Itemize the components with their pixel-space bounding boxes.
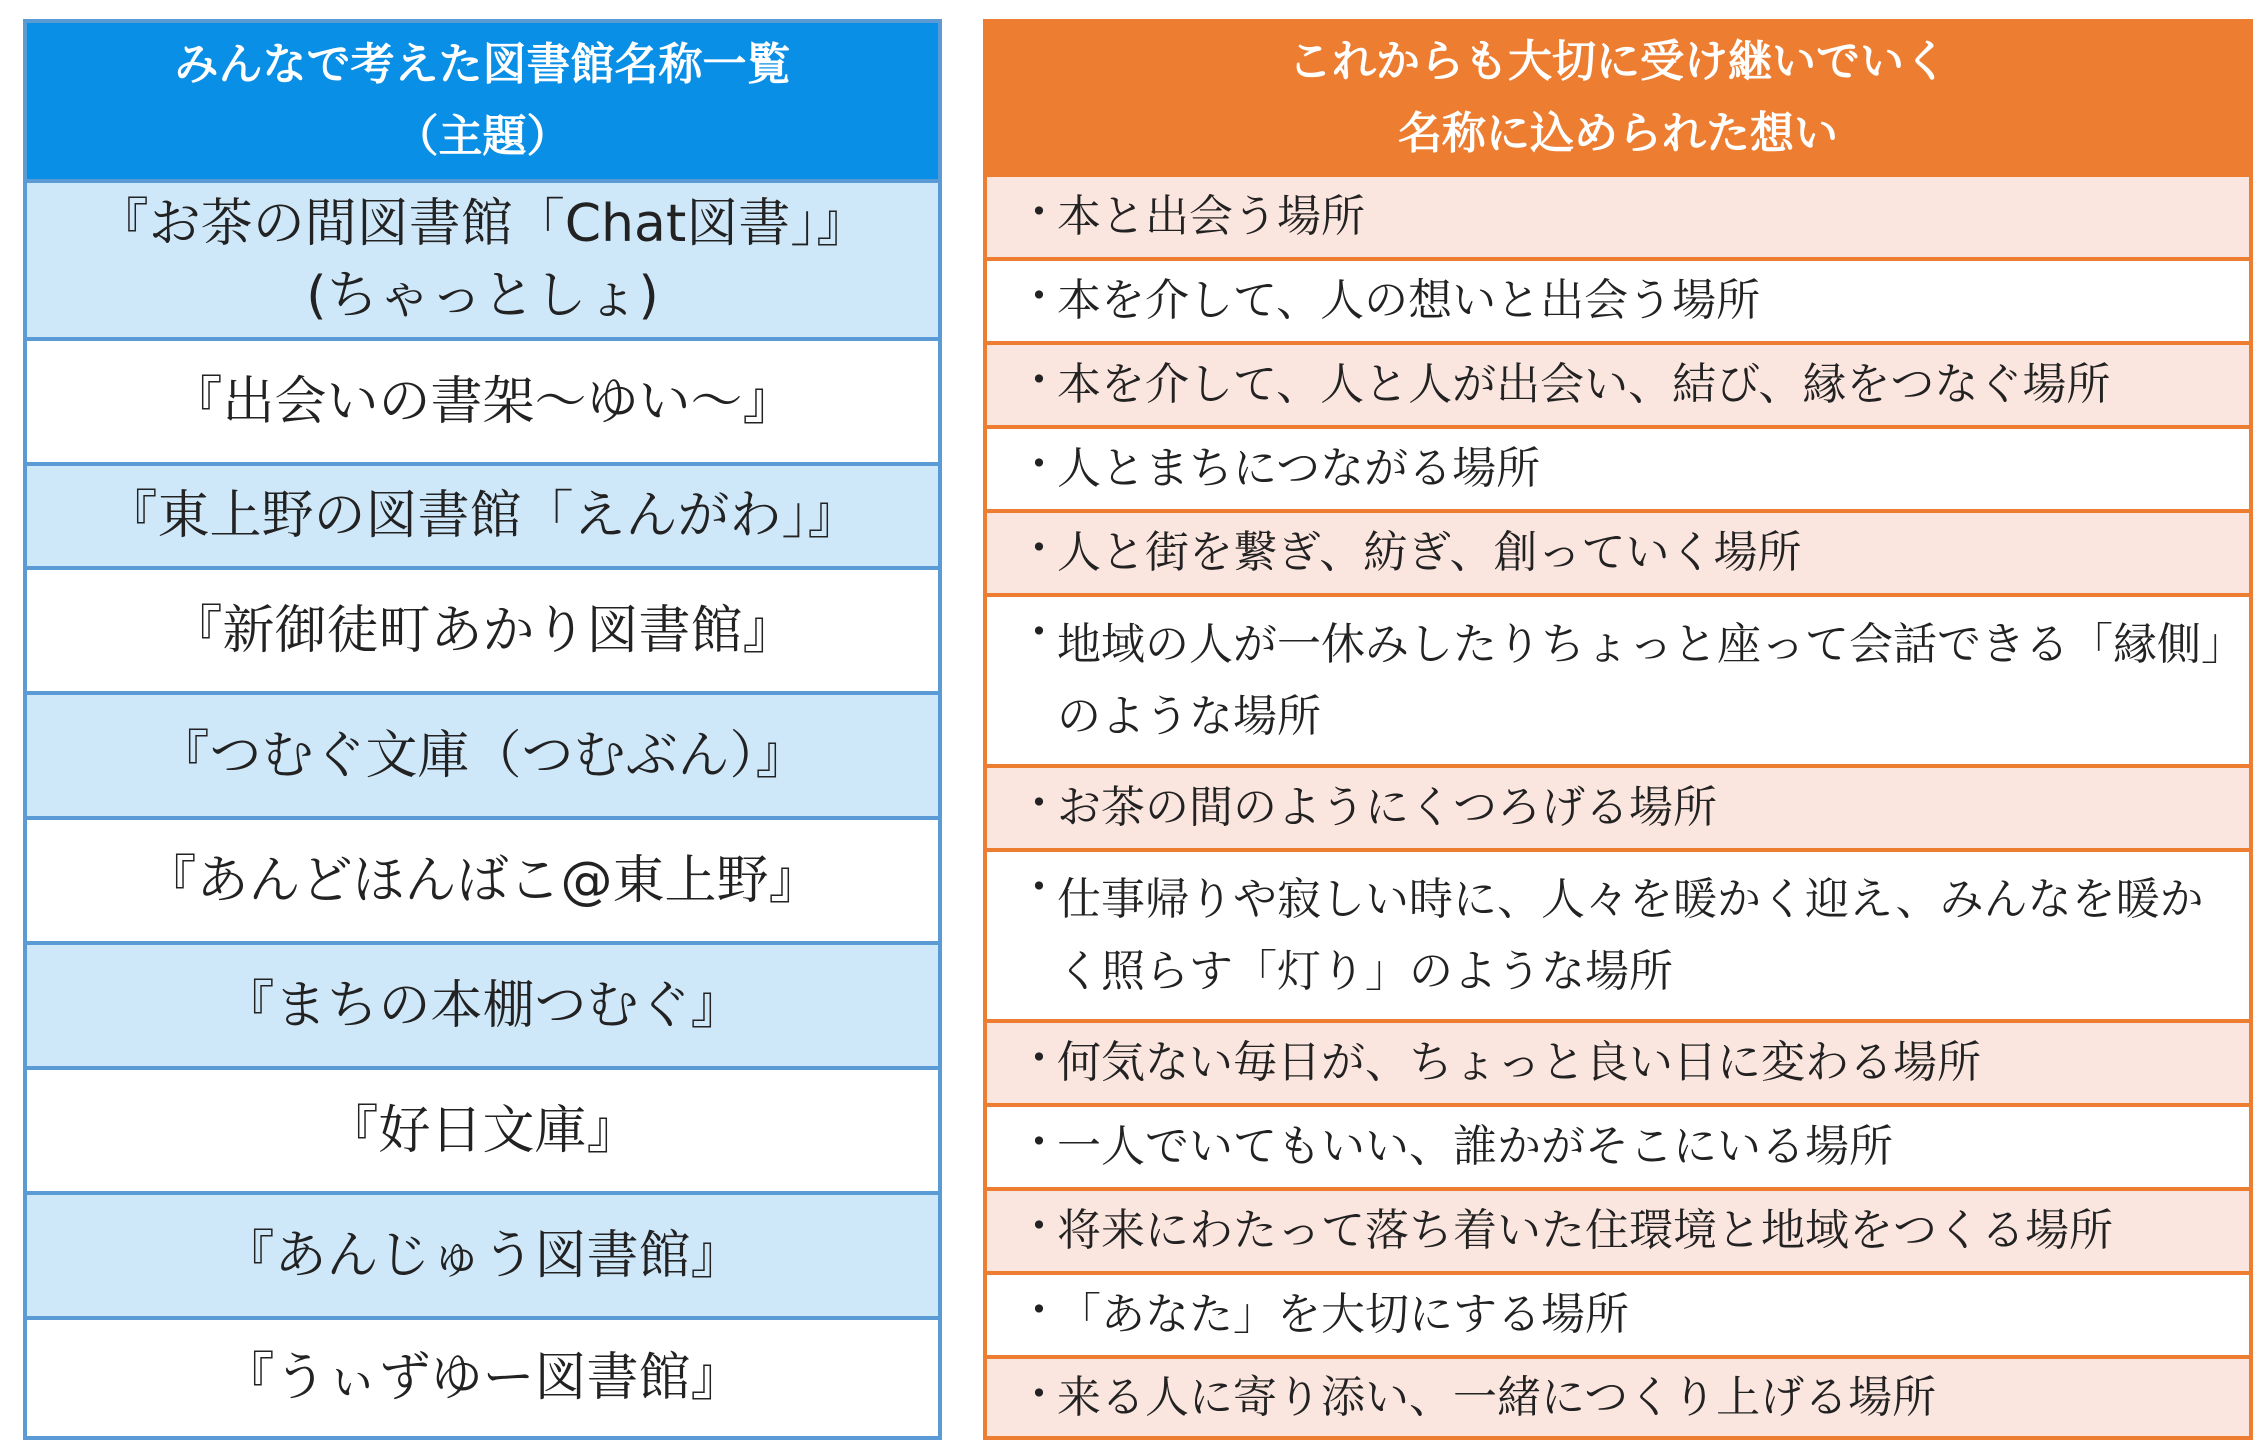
library-name: 『出会いの書架～ゆい～』 xyxy=(170,371,795,432)
library-name-row xyxy=(27,1320,938,1436)
meaning-item xyxy=(987,1023,2249,1107)
library-name-row xyxy=(27,341,938,466)
meaning-item xyxy=(987,177,2249,261)
library-name: 『新御徒町あかり図書館』 xyxy=(170,600,795,661)
library-name-row xyxy=(27,570,938,695)
name-meanings-table xyxy=(983,19,2253,1440)
library-name: 『まちの本棚つむぐ』 xyxy=(222,975,743,1036)
bullet: ・ xyxy=(1017,523,1061,574)
meaning-text: 将来にわたって落ち着いた住環境と地域をつくる場所 xyxy=(1057,1205,2113,1256)
meaning-item xyxy=(987,345,2249,429)
library-name: 『あんじゅう図書館』 xyxy=(222,1225,743,1286)
meaning-text: 来る人に寄り添い、一緒につくり上げる場所 xyxy=(1057,1371,1937,1423)
bullet: ・ xyxy=(1017,187,1061,238)
meaning-item xyxy=(987,597,2249,768)
library-name-row xyxy=(27,820,938,945)
meaning-text: 「あなた」を大切にする場所 xyxy=(1057,1289,1629,1340)
library-name-row xyxy=(27,945,938,1070)
bullet: ・ xyxy=(1017,1117,1061,1168)
bullet: ・ xyxy=(1017,862,1061,913)
library-name-row xyxy=(27,183,938,341)
bullet: ・ xyxy=(1017,778,1061,829)
library-name: 『お茶の間図書館「Chat図書」』 xyxy=(96,194,869,254)
library-names-header-title: みんなで考えた図書館名称一覧 xyxy=(174,39,791,90)
library-name: 『好日文庫』 xyxy=(326,1100,639,1161)
library-name: 『東上野の図書館「えんがわ」』 xyxy=(105,486,860,546)
bullet: ・ xyxy=(1017,1201,1061,1252)
library-name: 『つむぐ文庫（つむぶん）』 xyxy=(157,725,808,786)
meaning-item xyxy=(987,1359,2249,1436)
library-name-row xyxy=(27,466,938,570)
library-name: 『あんどほんばこ@東上野』 xyxy=(144,850,821,911)
meaning-item xyxy=(987,852,2249,1023)
meaning-text: 本を介して、人の想いと出会う場所 xyxy=(1057,275,1761,326)
name-meanings-header-title: これからも大切に受け継いでいく xyxy=(1288,36,1948,87)
meaning-text: 地域の人が一休みしたりちょっと座って会話できる「縁側」のような場所 xyxy=(1057,618,2223,742)
meaning-item xyxy=(987,513,2249,597)
bullet: ・ xyxy=(1017,1369,1061,1420)
bullet: ・ xyxy=(1017,1033,1061,1084)
bullet: ・ xyxy=(1017,355,1061,406)
library-names-header-subtitle: （主題） xyxy=(394,111,571,162)
bullet: ・ xyxy=(1017,439,1061,490)
name-meanings-header xyxy=(987,23,2249,177)
library-name-row xyxy=(27,1195,938,1320)
meaning-text: 一人でいてもいい、誰かがそこにいる場所 xyxy=(1057,1121,1893,1172)
library-name-row xyxy=(27,1070,938,1195)
meaning-item xyxy=(987,429,2249,513)
meaning-item xyxy=(987,1275,2249,1359)
meaning-item xyxy=(987,1107,2249,1191)
meaning-text: 人とまちにつながる場所 xyxy=(1057,443,1541,494)
library-names-table xyxy=(23,19,942,1440)
meaning-text: 仕事帰りや寂しい時に、人々を暖かく迎え、みんなを暖かく照らす「灯り」のような場所 xyxy=(1057,873,2204,997)
library-names-header xyxy=(27,23,938,183)
meaning-text: お茶の間のようにくつろげる場所 xyxy=(1057,782,1717,833)
bullet: ・ xyxy=(1017,607,1061,658)
bullet: ・ xyxy=(1017,1285,1061,1336)
library-name: 『うぃずゆー図書館』 xyxy=(222,1348,743,1408)
bullet: ・ xyxy=(1017,271,1061,322)
meaning-item xyxy=(987,261,2249,345)
meaning-item xyxy=(987,768,2249,852)
meaning-text: 人と街を繋ぎ、紡ぎ、創っていく場所 xyxy=(1057,527,1802,578)
library-name-row xyxy=(27,695,938,820)
meaning-item xyxy=(987,1191,2249,1275)
meaning-text: 本と出会う場所 xyxy=(1057,191,1365,242)
name-meanings-header-subtitle: 名称に込められた想い xyxy=(1398,108,1838,159)
meaning-text: 本を介して、人と人が出会い、結び、縁をつなぐ場所 xyxy=(1057,359,2111,410)
meaning-text: 何気ない毎日が、ちょっと良い日に変わる場所 xyxy=(1057,1037,1981,1088)
library-name-reading: (ちゃっとしょ) xyxy=(306,266,659,326)
